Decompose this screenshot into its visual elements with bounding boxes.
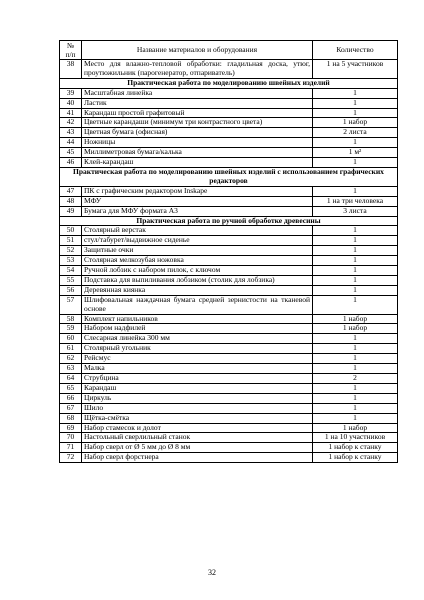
table-row bbox=[60, 138, 398, 148]
item-name: Настольный сверлильный станок bbox=[82, 433, 313, 443]
item-quantity: 1 набор bbox=[313, 324, 398, 334]
table-row bbox=[60, 354, 398, 364]
item-quantity: 1 bbox=[313, 108, 398, 118]
table-row bbox=[60, 158, 398, 168]
row-number: 56 bbox=[60, 285, 82, 295]
item-quantity: 1 bbox=[313, 413, 398, 423]
row-number: 61 bbox=[60, 344, 82, 354]
item-name: Рейсмус bbox=[82, 354, 313, 364]
row-number: 45 bbox=[60, 148, 82, 158]
item-quantity: 1 набор к станку bbox=[313, 453, 398, 463]
item-quantity: 1 bbox=[313, 88, 398, 98]
section-title: Практическая работа по моделированию швейных изделий bbox=[60, 78, 398, 88]
table-row bbox=[60, 266, 398, 276]
item-quantity: 1 bbox=[313, 236, 398, 246]
table-row bbox=[60, 226, 398, 236]
table-row bbox=[60, 186, 398, 196]
item-quantity: 3 листа bbox=[313, 206, 398, 216]
row-number: 47 bbox=[60, 186, 82, 196]
table-row bbox=[60, 108, 398, 118]
row-number: 58 bbox=[60, 314, 82, 324]
item-name: стул/табурет/выдвижное сиденье bbox=[82, 236, 313, 246]
row-number: 57 bbox=[60, 295, 82, 314]
table-row bbox=[60, 334, 398, 344]
table-row bbox=[60, 236, 398, 246]
item-name: Миллиметровая бумага/калька bbox=[82, 148, 313, 158]
section-title: Практическая работа по моделированию швейных изделий с использованием графических редакторов bbox=[60, 167, 398, 186]
section-header-row bbox=[60, 78, 398, 88]
section-header-row bbox=[60, 216, 398, 226]
item-quantity: 1 bbox=[313, 334, 398, 344]
row-number: 52 bbox=[60, 246, 82, 256]
item-quantity: 1 bbox=[313, 186, 398, 196]
row-number: 49 bbox=[60, 206, 82, 216]
row-number: 42 bbox=[60, 118, 82, 128]
section-title: Практическая работа по ручной обработке древесины bbox=[60, 216, 398, 226]
item-quantity: 1 bbox=[313, 403, 398, 413]
row-number: 50 bbox=[60, 226, 82, 236]
item-name: Цветные карандаши (минимум три контрастного цвета) bbox=[82, 118, 313, 128]
item-name: Щётка-смётка bbox=[82, 413, 313, 423]
row-number: 39 bbox=[60, 88, 82, 98]
item-quantity: 1 bbox=[313, 285, 398, 295]
row-number: 62 bbox=[60, 354, 82, 364]
table-row bbox=[60, 364, 398, 374]
row-number: 51 bbox=[60, 236, 82, 246]
equipment-table bbox=[59, 40, 398, 463]
item-name: Цветная бумага (офисная) bbox=[82, 128, 313, 138]
item-name: Столярная мелкозубая ножовка bbox=[82, 256, 313, 266]
table-row bbox=[60, 246, 398, 256]
table-row bbox=[60, 206, 398, 216]
table-row bbox=[60, 383, 398, 393]
item-name: Карандаш простой графитовый bbox=[82, 108, 313, 118]
row-number: 38 bbox=[60, 60, 82, 79]
item-name: МФУ bbox=[82, 196, 313, 206]
item-name: Набор сверл форстнера bbox=[82, 453, 313, 463]
row-number: 43 bbox=[60, 128, 82, 138]
item-name: Циркуль bbox=[82, 393, 313, 403]
row-number: 60 bbox=[60, 334, 82, 344]
table-row bbox=[60, 403, 398, 413]
table-row bbox=[60, 423, 398, 433]
item-name: Ножницы bbox=[82, 138, 313, 148]
row-number: 54 bbox=[60, 266, 82, 276]
item-quantity: 1 набор bbox=[313, 118, 398, 128]
table-row bbox=[60, 256, 398, 266]
item-name: Набор сверл от Ø 5 мм до Ø 8 мм bbox=[82, 443, 313, 453]
item-name: ПК с графическим редактором Inskape bbox=[82, 186, 313, 196]
header-num: № п/п bbox=[60, 41, 82, 60]
item-quantity: 1 bbox=[313, 158, 398, 168]
item-name: Шило bbox=[82, 403, 313, 413]
item-quantity: 1 м² bbox=[313, 148, 398, 158]
item-name: Столярный угольник bbox=[82, 344, 313, 354]
item-name: Подставка для выпиливания лобзиком (столик для лобзика) bbox=[82, 275, 313, 285]
item-quantity: 1 bbox=[313, 275, 398, 285]
item-quantity: 1 на три человека bbox=[313, 196, 398, 206]
item-name: Струбцина bbox=[82, 374, 313, 384]
item-quantity: 1 bbox=[313, 393, 398, 403]
row-number: 53 bbox=[60, 256, 82, 266]
item-name: Клей-карандаш bbox=[82, 158, 313, 168]
item-quantity: 1 bbox=[313, 256, 398, 266]
header-name: Название материалов и оборудования bbox=[82, 41, 313, 60]
table-row bbox=[60, 285, 398, 295]
item-name: Карандаш bbox=[82, 383, 313, 393]
row-number: 67 bbox=[60, 403, 82, 413]
item-quantity: 1 bbox=[313, 295, 398, 314]
item-name: Ластик bbox=[82, 98, 313, 108]
table-row bbox=[60, 344, 398, 354]
table-header-row bbox=[60, 41, 398, 60]
table-row bbox=[60, 374, 398, 384]
item-quantity: 1 bbox=[313, 138, 398, 148]
item-quantity: 1 bbox=[313, 383, 398, 393]
row-number: 68 bbox=[60, 413, 82, 423]
item-name: Столярный верстак bbox=[82, 226, 313, 236]
item-quantity: 1 bbox=[313, 98, 398, 108]
table-row bbox=[60, 413, 398, 423]
item-quantity: 1 bbox=[313, 246, 398, 256]
table-row bbox=[60, 118, 398, 128]
item-name: Деревянная киянка bbox=[82, 285, 313, 295]
item-quantity: 1 набор к станку bbox=[313, 443, 398, 453]
table-row bbox=[60, 453, 398, 463]
table-row bbox=[60, 295, 398, 314]
row-number: 63 bbox=[60, 364, 82, 374]
table-row bbox=[60, 98, 398, 108]
row-number: 69 bbox=[60, 423, 82, 433]
item-quantity: 1 на 10 участников bbox=[313, 433, 398, 443]
item-quantity: 1 bbox=[313, 266, 398, 276]
row-number: 65 bbox=[60, 383, 82, 393]
item-quantity: 1 bbox=[313, 364, 398, 374]
row-number: 46 bbox=[60, 158, 82, 168]
table-row bbox=[60, 324, 398, 334]
row-number: 41 bbox=[60, 108, 82, 118]
item-name: Малка bbox=[82, 364, 313, 374]
header-qty: Количество bbox=[313, 41, 398, 60]
page-number: 32 bbox=[208, 568, 216, 577]
item-name: Бумага для МФУ формата А3 bbox=[82, 206, 313, 216]
row-number: 59 bbox=[60, 324, 82, 334]
item-quantity: 2 листа bbox=[313, 128, 398, 138]
row-number: 48 bbox=[60, 196, 82, 206]
table-row bbox=[60, 148, 398, 158]
item-quantity: 2 bbox=[313, 374, 398, 384]
item-name: Слесарная линейка 300 мм bbox=[82, 334, 313, 344]
item-quantity: 1 bbox=[313, 226, 398, 236]
item-name: Шлифовальная наждачная бумага средней зернистости на тканевой основе bbox=[82, 295, 313, 314]
item-name: Ручной лобзик с набором пилок, с ключом bbox=[82, 266, 313, 276]
row-number: 55 bbox=[60, 275, 82, 285]
table-row bbox=[60, 88, 398, 98]
table-row bbox=[60, 443, 398, 453]
table-row bbox=[60, 433, 398, 443]
table-row bbox=[60, 393, 398, 403]
item-name: Масштабная линейка bbox=[82, 88, 313, 98]
item-name: Комплект напильников bbox=[82, 314, 313, 324]
table-body bbox=[60, 60, 398, 463]
table-row bbox=[60, 128, 398, 138]
table-row bbox=[60, 314, 398, 324]
row-number: 40 bbox=[60, 98, 82, 108]
item-quantity: 1 набор bbox=[313, 423, 398, 433]
table-row bbox=[60, 196, 398, 206]
item-name: Защитные очки bbox=[82, 246, 313, 256]
item-quantity: 1 bbox=[313, 344, 398, 354]
item-quantity: 1 bbox=[313, 354, 398, 364]
row-number: 64 bbox=[60, 374, 82, 384]
row-number: 71 bbox=[60, 443, 82, 453]
row-number: 70 bbox=[60, 433, 82, 443]
row-number: 72 bbox=[60, 453, 82, 463]
row-number: 44 bbox=[60, 138, 82, 148]
item-quantity: 1 на 5 участников bbox=[313, 60, 398, 79]
section-header-row bbox=[60, 167, 398, 186]
table-row bbox=[60, 60, 398, 79]
table-row bbox=[60, 275, 398, 285]
item-name: Набором надфилей bbox=[82, 324, 313, 334]
item-name: Место для влажно-тепловой обработки: гладильная доска, утюг, проутюжильник (парогенератор, отпариватель) bbox=[82, 60, 313, 79]
row-number: 66 bbox=[60, 393, 82, 403]
item-quantity: 1 набор bbox=[313, 314, 398, 324]
item-name: Набор стамесок и долот bbox=[82, 423, 313, 433]
